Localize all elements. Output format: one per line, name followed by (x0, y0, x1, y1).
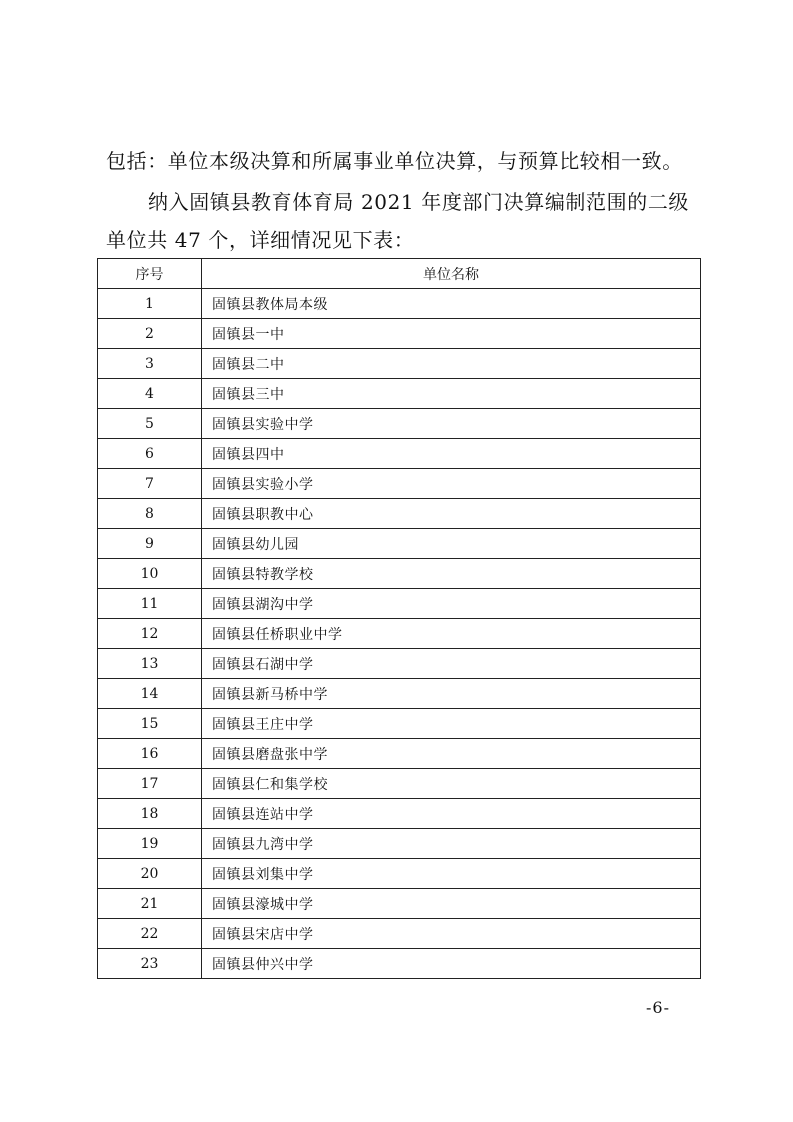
row-index: 20 (98, 859, 202, 889)
row-index: 2 (98, 319, 202, 349)
table-row (98, 619, 701, 649)
row-index: 18 (98, 799, 202, 829)
row-unit-name: 固镇县王庄中学 (202, 709, 701, 739)
row-unit-name: 固镇县任桥职业中学 (202, 619, 701, 649)
page-number: -6- (646, 998, 670, 1017)
row-unit-name: 固镇县幼儿园 (202, 529, 701, 559)
row-unit-name: 固镇县实验小学 (202, 469, 701, 499)
table-row (98, 379, 701, 409)
table-row (98, 499, 701, 529)
row-unit-name: 固镇县濠城中学 (202, 889, 701, 919)
row-index: 12 (98, 619, 202, 649)
row-unit-name: 固镇县三中 (202, 379, 701, 409)
table-row (98, 319, 701, 349)
row-index: 4 (98, 379, 202, 409)
row-unit-name: 固镇县仁和集学校 (202, 769, 701, 799)
header-unit-name: 单位名称 (202, 259, 701, 289)
row-index: 3 (98, 349, 202, 379)
units-table (97, 258, 701, 979)
table-row (98, 889, 701, 919)
table-row (98, 349, 701, 379)
row-unit-name: 固镇县四中 (202, 439, 701, 469)
table-row (98, 769, 701, 799)
row-unit-name: 固镇县石湖中学 (202, 649, 701, 679)
table-row (98, 709, 701, 739)
row-unit-name: 固镇县教体局本级 (202, 289, 701, 319)
table-row (98, 919, 701, 949)
row-index: 13 (98, 649, 202, 679)
row-index: 10 (98, 559, 202, 589)
row-index: 19 (98, 829, 202, 859)
row-index: 6 (98, 439, 202, 469)
table-row (98, 829, 701, 859)
row-unit-name: 固镇县特教学校 (202, 559, 701, 589)
row-unit-name: 固镇县湖沟中学 (202, 589, 701, 619)
table-row (98, 739, 701, 769)
row-unit-name: 固镇县九湾中学 (202, 829, 701, 859)
table-row (98, 289, 701, 319)
row-index: 14 (98, 679, 202, 709)
row-index: 5 (98, 409, 202, 439)
row-index: 16 (98, 739, 202, 769)
row-index: 9 (98, 529, 202, 559)
table-row (98, 679, 701, 709)
paragraph-intro: 纳入固镇县教育体育局 2021 年度部门决算编制范围的二级 (148, 190, 690, 214)
row-index: 21 (98, 889, 202, 919)
table-row (98, 469, 701, 499)
table-header-row (98, 259, 701, 289)
table-row (98, 859, 701, 889)
row-unit-name: 固镇县一中 (202, 319, 701, 349)
row-index: 17 (98, 769, 202, 799)
row-unit-name: 固镇县刘集中学 (202, 859, 701, 889)
table-row (98, 949, 701, 979)
table-row (98, 409, 701, 439)
row-unit-name: 固镇县磨盘张中学 (202, 739, 701, 769)
row-index: 11 (98, 589, 202, 619)
row-unit-name: 固镇县宋店中学 (202, 919, 701, 949)
table-row (98, 439, 701, 469)
row-index: 22 (98, 919, 202, 949)
row-unit-name: 固镇县二中 (202, 349, 701, 379)
row-index: 8 (98, 499, 202, 529)
row-index: 15 (98, 709, 202, 739)
paragraph-count: 单位共 47 个，详细情况见下表： (106, 228, 415, 252)
table-row (98, 799, 701, 829)
row-unit-name: 固镇县连站中学 (202, 799, 701, 829)
table-row (98, 529, 701, 559)
table-row (98, 649, 701, 679)
row-unit-name: 固镇县职教中心 (202, 499, 701, 529)
row-index: 7 (98, 469, 202, 499)
row-unit-name: 固镇县实验中学 (202, 409, 701, 439)
row-unit-name: 固镇县新马桥中学 (202, 679, 701, 709)
header-index: 序号 (98, 259, 202, 289)
table-row (98, 559, 701, 589)
row-index: 1 (98, 289, 202, 319)
table-row (98, 589, 701, 619)
row-index: 23 (98, 949, 202, 979)
row-unit-name: 固镇县仲兴中学 (202, 949, 701, 979)
paragraph-scope: 包括：单位本级决算和所属事业单位决算，与预算比较相一致。 (106, 149, 683, 173)
